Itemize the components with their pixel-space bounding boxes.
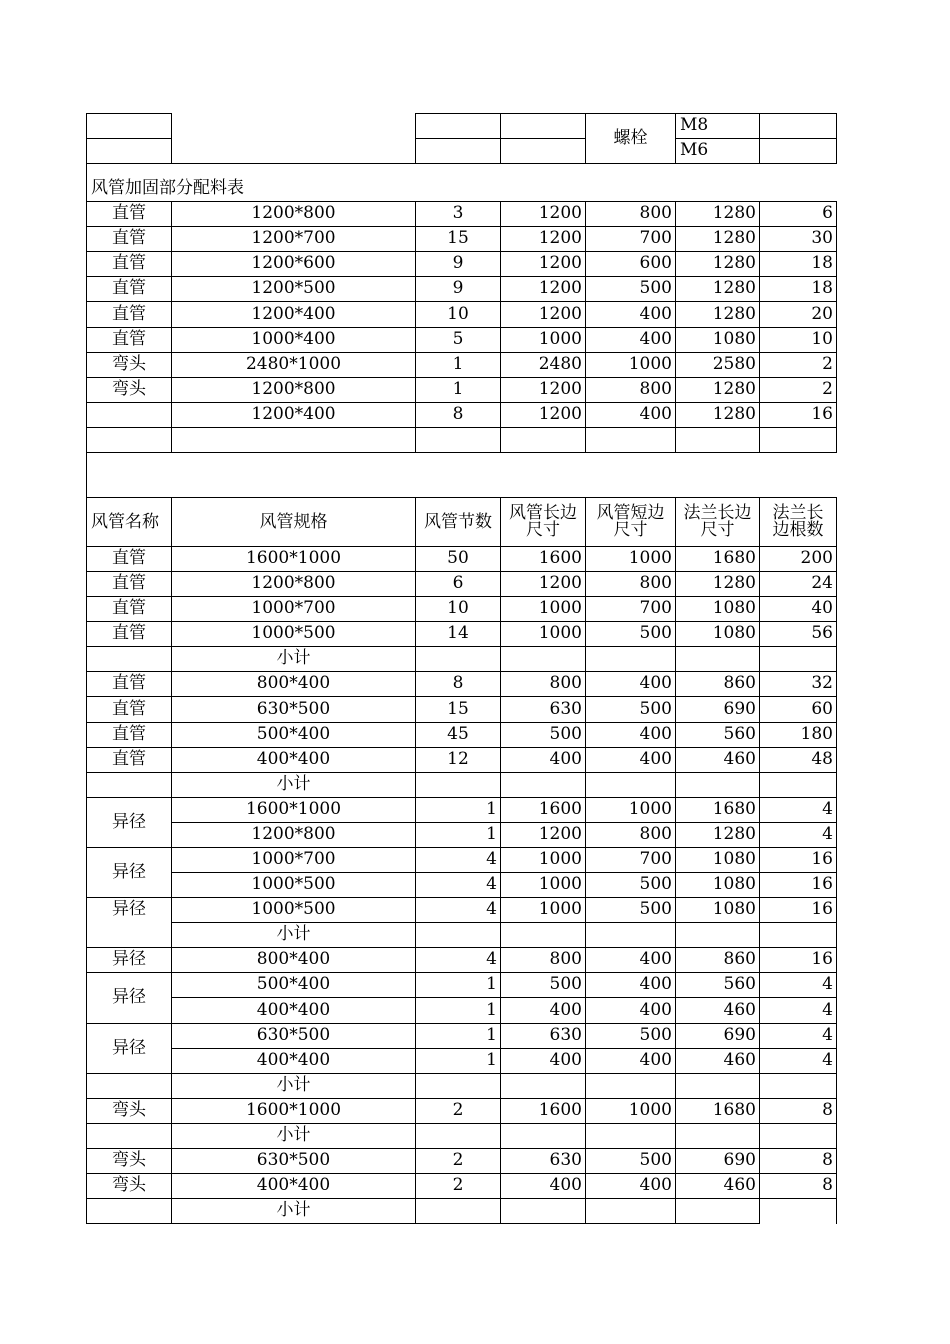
reinforce-cell[interactable]: 1000: [628, 354, 672, 375]
main-header-cell[interactable]: [416, 498, 500, 546]
reinforce-cell[interactable]: 1280: [712, 253, 756, 274]
reinforce-cell[interactable]: 400: [639, 404, 672, 425]
subtotal-label[interactable]: 小计: [276, 924, 311, 945]
reinforce-grid-line: [86, 452, 837, 453]
main-cell[interactable]: [87, 1074, 171, 1098]
main-grid-line: [836, 546, 837, 1224]
main-cell[interactable]: 异径: [112, 949, 146, 970]
main-cell[interactable]: [760, 1124, 836, 1148]
main-cell[interactable]: 4: [822, 799, 833, 820]
main-cell[interactable]: 4: [486, 874, 497, 895]
main-header-line-text: 边根数: [772, 520, 824, 540]
main-cell[interactable]: [676, 773, 759, 797]
main-cell[interactable]: [501, 647, 585, 671]
main-cell[interactable]: [416, 1124, 500, 1148]
main-cell[interactable]: 弯头: [112, 1100, 146, 1121]
main-cell[interactable]: 500*400: [256, 724, 331, 745]
bolt-label[interactable]: 螺栓: [613, 127, 648, 148]
main-cell[interactable]: 630: [549, 1025, 582, 1046]
reinforce-cell[interactable]: 600: [639, 253, 672, 274]
reinforce-cell[interactable]: 1200*600: [251, 253, 336, 274]
main-cell[interactable]: 56: [811, 623, 833, 644]
reinforce-cell[interactable]: 直管: [112, 303, 146, 324]
reinforce-cell[interactable]: [501, 428, 585, 452]
main-cell[interactable]: 1000: [538, 849, 582, 870]
main-cell[interactable]: 400: [549, 749, 582, 770]
reinforce-cell[interactable]: 1280: [712, 278, 756, 299]
main-cell[interactable]: 直管: [112, 598, 146, 619]
main-cell[interactable]: 16: [811, 899, 833, 920]
top-grid-line: [171, 163, 416, 164]
main-cell[interactable]: [501, 773, 585, 797]
reinforce-cell[interactable]: 20: [811, 303, 833, 324]
reinforce-cell[interactable]: 直管: [112, 329, 146, 350]
main-cell[interactable]: [87, 1124, 171, 1148]
main-cell[interactable]: 1200: [538, 824, 582, 845]
main-cell[interactable]: 400: [549, 1175, 582, 1196]
reinforce-cell[interactable]: 1200: [538, 278, 582, 299]
main-cell[interactable]: 8: [822, 1100, 833, 1121]
main-cell[interactable]: 1600*1000: [245, 799, 342, 820]
top-grid-line: [415, 113, 416, 164]
main-cell[interactable]: 4: [822, 974, 833, 995]
main-cell[interactable]: 4: [486, 949, 497, 970]
main-cell[interactable]: 180: [800, 724, 833, 745]
main-cell[interactable]: 860: [723, 949, 756, 970]
main-cell[interactable]: 1: [486, 799, 497, 820]
main-cell[interactable]: 1600: [538, 1100, 582, 1121]
main-cell[interactable]: [760, 773, 836, 797]
reinforce-cell[interactable]: 1200*400: [251, 303, 336, 324]
main-cell[interactable]: 1000: [628, 548, 672, 569]
main-cell[interactable]: [501, 1124, 585, 1148]
main-cell[interactable]: 50: [447, 548, 469, 569]
main-cell[interactable]: 400: [639, 1050, 672, 1071]
main-cell[interactable]: [416, 1199, 500, 1223]
main-cell[interactable]: [586, 923, 675, 947]
main-cell[interactable]: 460: [723, 749, 756, 770]
top-grid-line: [86, 138, 172, 139]
main-cell[interactable]: 800: [639, 824, 672, 845]
main-header-line-text: 尺寸: [700, 520, 735, 540]
reinforce-cell[interactable]: 9: [452, 253, 464, 274]
main-cell[interactable]: 直管: [112, 548, 146, 569]
main-cell[interactable]: 1000: [628, 799, 672, 820]
main-cell[interactable]: 24: [811, 573, 833, 594]
reinforce-cell[interactable]: 2480*1000: [245, 354, 342, 375]
reinforce-cell[interactable]: 16: [811, 404, 833, 425]
reinforce-cell[interactable]: 1200: [538, 303, 582, 324]
main-cell[interactable]: 630*500: [256, 1150, 331, 1171]
main-cell[interactable]: 630: [549, 698, 582, 719]
main-cell[interactable]: [416, 923, 500, 947]
main-cell[interactable]: 1000: [538, 598, 582, 619]
main-cell[interactable]: 800: [549, 673, 582, 694]
main-cell[interactable]: 1: [486, 974, 497, 995]
main-cell[interactable]: 860: [723, 673, 756, 694]
reinforce-cell[interactable]: 2: [822, 379, 833, 400]
main-cell[interactable]: 弯头: [112, 1150, 146, 1171]
main-cell[interactable]: 400: [549, 1050, 582, 1071]
main-cell[interactable]: [586, 1199, 675, 1223]
subtotal-label[interactable]: 小计: [276, 1200, 311, 1221]
main-cell[interactable]: 690: [723, 1150, 756, 1171]
main-cell[interactable]: 800: [639, 573, 672, 594]
reinforce-cell[interactable]: 500: [639, 278, 672, 299]
reinforce-cell[interactable]: 1200*800: [251, 203, 336, 224]
reinforce-cell[interactable]: 直管: [112, 253, 146, 274]
reinforce-cell[interactable]: 1200*700: [251, 228, 336, 249]
main-cell[interactable]: 直管: [112, 673, 146, 694]
main-cell[interactable]: 1000*700: [251, 849, 336, 870]
main-cell[interactable]: 560: [723, 974, 756, 995]
main-cell[interactable]: [416, 647, 500, 671]
main-cell[interactable]: [676, 923, 759, 947]
main-cell[interactable]: 48: [811, 749, 833, 770]
main-cell[interactable]: [760, 647, 836, 671]
main-header-line-text: 风管规格: [259, 511, 328, 532]
main-cell[interactable]: 16: [811, 849, 833, 870]
reinforce-cell[interactable]: 9: [452, 278, 464, 299]
main-cell[interactable]: 400*400: [256, 1175, 331, 1196]
main-cell[interactable]: [586, 1074, 675, 1098]
main-cell[interactable]: 2: [452, 1150, 464, 1171]
main-header-line-text: 风管节数: [424, 511, 492, 532]
reinforce-cell[interactable]: [586, 428, 675, 452]
top-grid-line: [415, 163, 837, 164]
reinforce-cell[interactable]: 400: [639, 329, 672, 350]
main-cell[interactable]: 1000: [628, 1100, 672, 1121]
main-header-cell[interactable]: [87, 498, 171, 546]
main-cell[interactable]: 1680: [712, 1100, 756, 1121]
main-cell[interactable]: 直管: [112, 749, 146, 770]
main-header-cell[interactable]: [172, 498, 415, 546]
bolt-size-m8[interactable]: M8: [680, 115, 709, 136]
main-header-cell[interactable]: [501, 498, 585, 546]
reinforce-cell[interactable]: 1200*400: [251, 404, 336, 425]
main-cell[interactable]: 2: [452, 1100, 464, 1121]
main-header-line-text: 风管名称: [91, 511, 159, 532]
main-cell[interactable]: 4: [822, 1025, 833, 1046]
main-cell[interactable]: [586, 773, 675, 797]
main-cell[interactable]: 直管: [112, 623, 146, 644]
main-cell[interactable]: [87, 1199, 171, 1223]
main-cell[interactable]: 1200*800: [251, 824, 336, 845]
top-grid-line: [759, 113, 760, 164]
main-cell[interactable]: 4: [822, 999, 833, 1020]
main-cell[interactable]: 400: [639, 749, 672, 770]
top-grid-line: [836, 113, 837, 164]
main-cell[interactable]: 500: [639, 623, 672, 644]
reinforce-cell[interactable]: 1200: [538, 404, 582, 425]
main-cell[interactable]: 4: [486, 899, 497, 920]
main-cell[interactable]: 460: [723, 999, 756, 1020]
reinforce-cell[interactable]: 1: [452, 354, 464, 375]
main-cell[interactable]: 400: [549, 999, 582, 1020]
main-cell[interactable]: 400: [639, 724, 672, 745]
main-cell[interactable]: 直管: [112, 698, 146, 719]
main-cell[interactable]: [676, 1199, 759, 1223]
reinforce-cell[interactable]: 30: [811, 228, 833, 249]
subtotal-label[interactable]: 小计: [276, 1075, 311, 1096]
main-cell[interactable]: 8: [822, 1175, 833, 1196]
main-cell[interactable]: 460: [723, 1050, 756, 1071]
main-name-cell[interactable]: 异径: [112, 899, 146, 920]
reinforce-cell[interactable]: 1000*400: [251, 329, 336, 350]
reinforce-cell[interactable]: 3: [452, 203, 464, 224]
reinforce-cell[interactable]: 10: [811, 329, 833, 350]
main-cell[interactable]: 14: [447, 623, 469, 644]
reinforce-cell[interactable]: 1: [452, 379, 464, 400]
main-cell[interactable]: 500: [639, 698, 672, 719]
main-cell[interactable]: 630*500: [256, 698, 331, 719]
main-cell[interactable]: 1600*1000: [245, 548, 342, 569]
main-cell[interactable]: 500*400: [256, 974, 331, 995]
main-cell[interactable]: 1000*500: [251, 899, 336, 920]
main-cell[interactable]: 1000*500: [251, 623, 336, 644]
reinforce-cell[interactable]: 800: [639, 379, 672, 400]
reinforce-cell[interactable]: 2580: [712, 354, 756, 375]
main-header-line-text: 尺寸: [526, 520, 560, 540]
reinforce-cell[interactable]: 6: [822, 203, 833, 224]
reinforce-grid-line: [836, 201, 837, 453]
reinforce-cell[interactable]: 1280: [712, 404, 756, 425]
reinforce-cell[interactable]: [416, 428, 500, 452]
reinforce-cell[interactable]: 1200*800: [251, 379, 336, 400]
main-cell[interactable]: 800: [549, 949, 582, 970]
main-cell[interactable]: 400: [639, 949, 672, 970]
main-cell[interactable]: 1680: [712, 548, 756, 569]
main-header-line-text: 法兰长: [772, 503, 824, 524]
reinforce-cell[interactable]: 2: [822, 354, 833, 375]
main-cell[interactable]: 800*400: [256, 673, 331, 694]
subtotal-label[interactable]: 小计: [276, 774, 311, 795]
main-cell[interactable]: 1680: [712, 799, 756, 820]
main-cell[interactable]: 1200: [538, 573, 582, 594]
main-cell[interactable]: 6: [452, 573, 464, 594]
main-cell[interactable]: 500: [639, 1025, 672, 1046]
top-grid-line: [500, 113, 501, 164]
main-cell[interactable]: [676, 1124, 759, 1148]
main-cell[interactable]: 400: [639, 1175, 672, 1196]
main-header-line-text: 风管短边: [596, 503, 665, 524]
main-cell[interactable]: 460: [723, 1175, 756, 1196]
main-header-line: [836, 497, 837, 547]
reinforce-cell[interactable]: 18: [811, 253, 833, 274]
main-cell[interactable]: 500: [549, 724, 582, 745]
main-grid-line: [86, 1223, 760, 1224]
main-cell[interactable]: 12: [447, 749, 469, 770]
main-cell[interactable]: 直管: [112, 724, 146, 745]
main-cell[interactable]: 直管: [112, 573, 146, 594]
main-cell[interactable]: [501, 1074, 585, 1098]
main-cell[interactable]: 400*400: [256, 1050, 331, 1071]
main-cell[interactable]: [416, 773, 500, 797]
main-cell[interactable]: 800*400: [256, 949, 331, 970]
main-cell[interactable]: 1000: [538, 874, 582, 895]
main-cell[interactable]: 700: [639, 849, 672, 870]
main-cell[interactable]: 690: [723, 698, 756, 719]
main-cell[interactable]: 1000: [538, 899, 582, 920]
reinforce-cell[interactable]: [676, 428, 759, 452]
main-cell[interactable]: 400: [639, 999, 672, 1020]
main-cell[interactable]: 1080: [712, 874, 756, 895]
main-cell[interactable]: [501, 1199, 585, 1223]
reinforce-cell[interactable]: 1280: [712, 203, 756, 224]
subtotal-label[interactable]: 小计: [276, 1125, 311, 1146]
main-cell[interactable]: 2: [452, 1175, 464, 1196]
main-header-line-text: 尺寸: [613, 520, 648, 540]
main-cell[interactable]: [760, 923, 836, 947]
main-cell[interactable]: 15: [447, 698, 469, 719]
reinforce-cell[interactable]: 1200: [538, 228, 582, 249]
reinforce-cell[interactable]: [87, 428, 171, 452]
main-cell[interactable]: [760, 1074, 836, 1098]
main-cell[interactable]: 1000*500: [251, 874, 336, 895]
main-cell[interactable]: [87, 647, 171, 671]
main-cell[interactable]: [586, 647, 675, 671]
reinforce-cell[interactable]: 8: [452, 404, 464, 425]
main-cell[interactable]: 400: [639, 673, 672, 694]
main-name-cell[interactable]: 异径: [112, 1037, 146, 1058]
main-header-line-text: 法兰长边: [683, 503, 752, 524]
reinforce-cell[interactable]: 5: [452, 329, 464, 350]
main-cell[interactable]: [87, 923, 171, 947]
main-cell[interactable]: 1080: [712, 899, 756, 920]
main-cell[interactable]: 630*500: [256, 1025, 331, 1046]
main-cell[interactable]: 1080: [712, 598, 756, 619]
top-grid-line: [86, 113, 87, 164]
reinforce-cell[interactable]: 直管: [112, 203, 146, 224]
main-cell[interactable]: 1: [486, 824, 497, 845]
main-cell[interactable]: 10: [447, 598, 469, 619]
reinforce-cell[interactable]: 2480: [538, 354, 582, 375]
main-cell[interactable]: 1080: [712, 623, 756, 644]
gap-border-line: [86, 452, 87, 498]
reinforce-cell[interactable]: 400: [639, 303, 672, 324]
main-cell[interactable]: 400: [639, 974, 672, 995]
main-cell[interactable]: 500: [549, 974, 582, 995]
main-cell[interactable]: 1200*800: [251, 573, 336, 594]
reinforce-cell[interactable]: 直管: [112, 228, 146, 249]
main-cell[interactable]: 弯头: [112, 1175, 146, 1196]
reinforce-cell[interactable]: 1200: [538, 203, 582, 224]
reinforce-cell[interactable]: 直管: [112, 278, 146, 299]
main-cell[interactable]: 200: [800, 548, 833, 569]
reinforce-cell[interactable]: 10: [447, 303, 469, 324]
main-cell[interactable]: 16: [811, 874, 833, 895]
main-cell[interactable]: [87, 773, 171, 797]
main-cell[interactable]: 8: [822, 1150, 833, 1171]
main-cell[interactable]: 630: [549, 1150, 582, 1171]
top-grid-line: [86, 163, 172, 164]
reinforce-cell[interactable]: [760, 428, 836, 452]
top-grid-line: [86, 113, 172, 114]
main-cell[interactable]: 1: [486, 1050, 497, 1071]
main-cell[interactable]: 1080: [712, 849, 756, 870]
main-cell[interactable]: 1280: [712, 573, 756, 594]
reinforce-cell[interactable]: 1200*500: [251, 278, 336, 299]
main-cell[interactable]: 1600: [538, 548, 582, 569]
main-cell[interactable]: 1280: [712, 824, 756, 845]
main-name-cell[interactable]: 异径: [112, 987, 146, 1008]
main-name-cell[interactable]: 异径: [112, 811, 146, 832]
main-header-cell[interactable]: [676, 498, 759, 546]
section-title[interactable]: 风管加固部分配料表: [91, 178, 244, 199]
reinforce-cell[interactable]: 1200: [538, 379, 582, 400]
main-cell[interactable]: 400*400: [256, 749, 331, 770]
main-cell[interactable]: [586, 1124, 675, 1148]
main-cell[interactable]: [676, 647, 759, 671]
main-cell[interactable]: 16: [811, 949, 833, 970]
main-cell[interactable]: 1: [486, 999, 497, 1020]
main-cell[interactable]: 1600: [538, 799, 582, 820]
reinforce-cell[interactable]: 1200: [538, 253, 582, 274]
main-cell[interactable]: 500: [639, 1150, 672, 1171]
main-cell[interactable]: 4: [822, 824, 833, 845]
main-cell[interactable]: 560: [723, 724, 756, 745]
main-cell[interactable]: 500: [639, 874, 672, 895]
main-cell[interactable]: 700: [639, 598, 672, 619]
main-cell[interactable]: 40: [811, 598, 833, 619]
reinforce-cell[interactable]: [87, 403, 171, 427]
top-grid-line: [171, 113, 172, 164]
main-cell[interactable]: [416, 1074, 500, 1098]
main-cell[interactable]: 1600*1000: [245, 1100, 342, 1121]
reinforce-cell[interactable]: 1280: [712, 379, 756, 400]
main-cell[interactable]: 8: [452, 673, 464, 694]
main-cell[interactable]: [676, 1074, 759, 1098]
main-cell[interactable]: 1: [486, 1025, 497, 1046]
reinforce-cell[interactable]: 弯头: [112, 379, 146, 400]
reinforce-cell[interactable]: 18: [811, 278, 833, 299]
reinforce-cell[interactable]: 1280: [712, 303, 756, 324]
reinforce-cell[interactable]: 700: [639, 228, 672, 249]
subtotal-label[interactable]: 小计: [276, 648, 311, 669]
reinforce-cell[interactable]: 15: [447, 228, 469, 249]
main-header-cell[interactable]: [586, 498, 675, 546]
bolt-size-m6[interactable]: M6: [680, 140, 709, 161]
main-header-cell[interactable]: [760, 498, 836, 546]
main-cell[interactable]: 500: [639, 899, 672, 920]
reinforce-cell[interactable]: [172, 428, 415, 452]
main-cell[interactable]: 400*400: [256, 999, 331, 1020]
reinforce-cell[interactable]: 800: [639, 203, 672, 224]
reinforce-cell[interactable]: 1000: [538, 329, 582, 350]
reinforce-cell[interactable]: 弯头: [112, 354, 146, 375]
reinforce-cell[interactable]: 1280: [712, 228, 756, 249]
main-cell[interactable]: 1000*700: [251, 598, 336, 619]
main-cell[interactable]: 1000: [538, 623, 582, 644]
main-cell[interactable]: 32: [811, 673, 833, 694]
main-cell[interactable]: 4: [486, 849, 497, 870]
main-cell[interactable]: 45: [447, 724, 469, 745]
main-cell[interactable]: 4: [822, 1050, 833, 1071]
main-cell[interactable]: [501, 923, 585, 947]
reinforce-cell[interactable]: 1080: [712, 329, 756, 350]
main-cell[interactable]: 60: [811, 698, 833, 719]
main-name-cell[interactable]: 异径: [112, 861, 146, 882]
main-header-line-text: 风管长边: [509, 503, 577, 524]
main-cell[interactable]: 690: [723, 1025, 756, 1046]
